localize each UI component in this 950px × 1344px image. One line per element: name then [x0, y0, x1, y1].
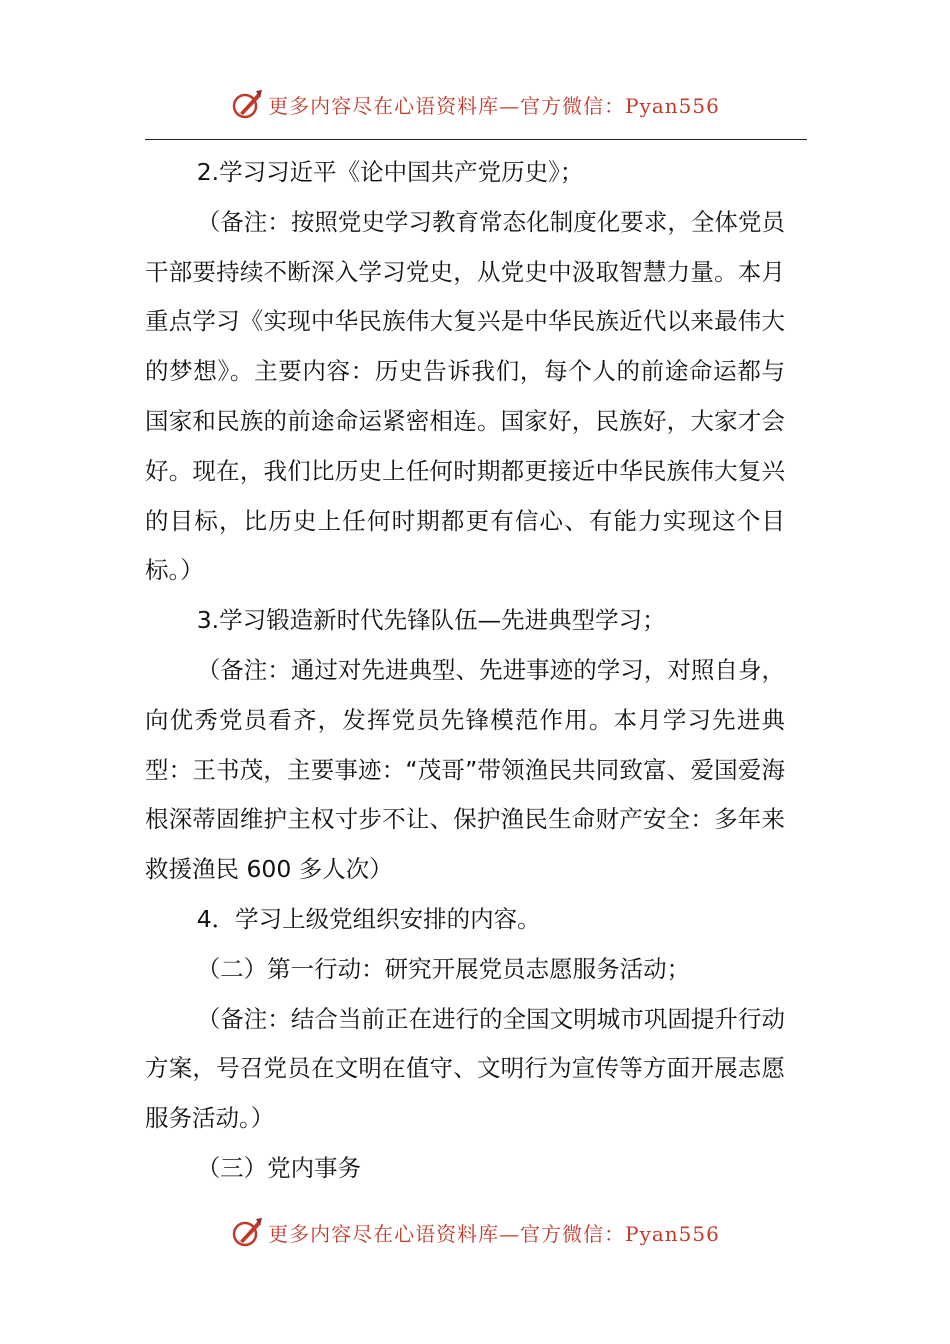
paragraph-note-3: （备注：结合当前正在进行的全国文明城市巩固提升行动方案，号召党员在文明在值守、文明行为宣传等方面开展志愿服务活动。） [145, 1004, 785, 1133]
paragraph-note-1: （备注：按照党史学习教育常态化制度化要求，全体党员干部要持续不断深入学习党史，从党史中汲取智慧力量。本月重点学习《实现中华民族伟大复兴是中华民族近代以来最伟大的梦想》。主要内容：历史告诉我们，每个人的前途命运都与国家和民族的前途命运紧密相连。国家好，民族好，大家才会好。现在，我们比历史上任何时期都更接近中华民族伟大复兴的目标，比历史上任何时期都更有信心、有能力实现这个目标。） [145, 207, 785, 585]
paragraph-item-4: 4．学习上级党组织安排的内容。 [196, 904, 541, 933]
paragraph-item-3: 3.学习锻造新时代先锋队伍—先进典型学习； [196, 606, 666, 635]
footer-banner [0, 1212, 950, 1252]
header-divider [145, 139, 807, 140]
section-heading-2: （二）第一行动：研究开展党员志愿服务活动； [196, 954, 691, 983]
header-banner [0, 84, 950, 124]
header-banner-text: 更多内容尽在心语资料库—官方微信：Pyan556 [268, 93, 720, 118]
quill-logo [230, 87, 264, 121]
footer-banner-text: 更多内容尽在心语资料库—官方微信：Pyan556 [268, 1221, 720, 1246]
paragraph-item-2: 2.学习习近平《论中国共产党历史》； [196, 158, 584, 186]
quill-logo [230, 1215, 264, 1249]
section-heading-3: （三）党内事务 [196, 1153, 362, 1182]
paragraph-note-2: （备注：通过对先进典型、先进事迹的学习，对照自身，向优秀党员看齐，发挥党员先锋模范作用。本月学习先进典型：王书茂，主要事迹：“茂哥”带领渔民共同致富、爱国爱海根深蒂固维护主权寸步不让、保护渔民生命财产安全：多年来救援渔民 600 多人次） [145, 655, 785, 884]
document-body [145, 148, 785, 1194]
